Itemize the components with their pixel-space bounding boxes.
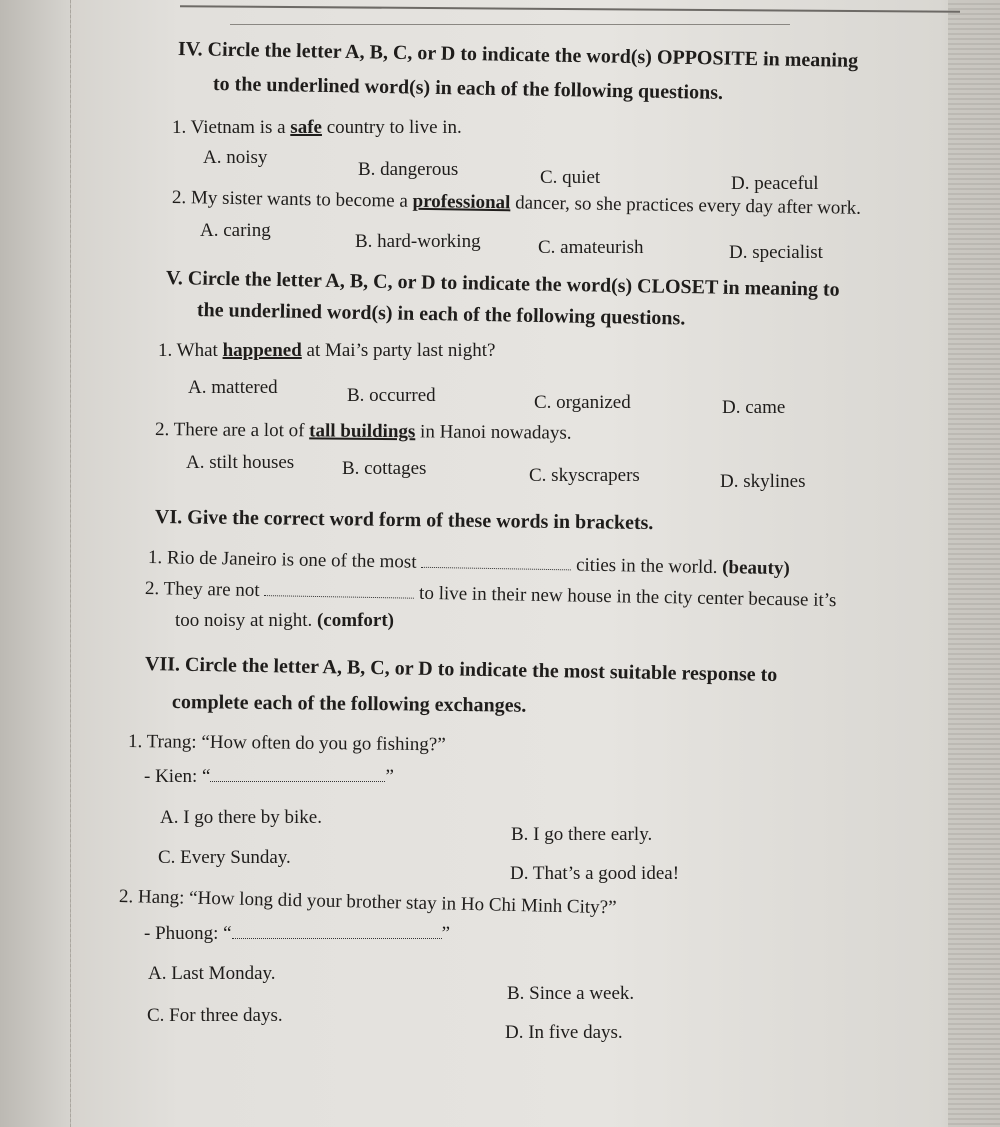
v-q1-option-b[interactable]: B. occurred <box>347 385 436 406</box>
v-question-1: 1. What happened at Mai’s party last night? <box>158 340 496 361</box>
vii-q1-reply: - Kien: “ ” <box>144 766 394 787</box>
section-v-heading-cont: the underlined word(s) in each of the following questions. <box>196 299 686 330</box>
underlined-word: happened <box>222 340 302 361</box>
vi-question-1: 1. Rio de Janeiro is one of the most cities in the world. (beauty) <box>147 547 790 580</box>
iv-q1-option-a[interactable]: A. noisy <box>203 147 268 168</box>
page-left-edge <box>0 0 71 1127</box>
underlined-word: professional <box>412 190 511 214</box>
vii-q2-option-a[interactable]: A. Last Monday. <box>148 963 276 984</box>
top-rule <box>180 5 960 12</box>
iv-question-2: 2. My sister wants to become a professional dancer, so she practices every day after work. <box>171 187 862 219</box>
v-q1-option-c[interactable]: C. organized <box>534 392 631 413</box>
v-question-2: 2. There are a lot of tall buildings in Hanoi nowadays. <box>154 419 572 444</box>
iv-question-1: 1. Vietnam is a safe country to live in. <box>172 117 462 138</box>
iv-q1-option-b[interactable]: B. dangerous <box>358 159 459 180</box>
iv-q2-option-d[interactable]: D. specialist <box>729 242 823 263</box>
answer-blank[interactable] <box>210 767 385 782</box>
page-right-edge <box>948 0 1000 1127</box>
vii-q1-option-b[interactable]: B. I go there early. <box>511 824 653 845</box>
vii-q1-option-d[interactable]: D. That’s a good idea! <box>510 863 680 884</box>
iv-q1-option-c[interactable]: C. quiet <box>540 167 601 188</box>
section-v-heading: V. Circle the letter A, B, C, or D to indicate the word(s) CLOSET in meaning to <box>165 267 840 301</box>
v-q1-option-a[interactable]: A. mattered <box>188 377 278 398</box>
vii-question-1: 1. Trang: “How often do you go fishing?” <box>127 731 446 756</box>
answer-blank[interactable] <box>421 553 571 571</box>
answer-blank[interactable] <box>264 581 414 599</box>
v-q2-option-a[interactable]: A. stilt houses <box>186 452 295 473</box>
v-q2-option-b[interactable]: B. cottages <box>342 458 427 479</box>
answer-blank[interactable] <box>232 924 442 939</box>
vii-question-2: 2. Hang: “How long did your brother stay in Ho Chi Minh City?” <box>118 886 617 919</box>
iv-q2-option-c[interactable]: C. amateurish <box>538 237 644 258</box>
vi-question-2: 2. They are not to live in their new house in the city center because it’s <box>144 578 837 612</box>
v-q2-option-c[interactable]: C. skyscrapers <box>529 465 640 486</box>
section-vi-heading: VI. Give the correct word form of these words in brackets. <box>154 506 654 535</box>
vii-q2-option-d[interactable]: D. In five days. <box>505 1022 623 1043</box>
section-iv-heading: IV. Circle the letter A, B, C, or D to indicate the word(s) OPPOSITE in meaning <box>177 38 859 72</box>
section-vii-heading-cont: complete each of the following exchanges. <box>171 691 527 717</box>
iv-q2-option-b[interactable]: B. hard-working <box>355 231 481 252</box>
vi-question-2-cont: too noisy at night. (comfort) <box>175 610 394 631</box>
section-iv-heading-cont: to the underlined word(s) in each of the following questions. <box>212 73 724 104</box>
vii-q1-option-c[interactable]: C. Every Sunday. <box>158 847 291 868</box>
underlined-word: safe <box>290 117 322 138</box>
section-vii-heading: VII. Circle the letter A, B, C, or D to indicate the most suitable response to <box>144 653 778 687</box>
iv-q1-option-d[interactable]: D. peaceful <box>731 173 819 194</box>
vii-q2-reply: - Phuong: “ ” <box>144 923 451 944</box>
iv-q2-option-a[interactable]: A. caring <box>200 220 271 241</box>
vii-q2-option-b[interactable]: B. Since a week. <box>507 983 635 1004</box>
vii-q1-option-a[interactable]: A. I go there by bike. <box>160 807 322 828</box>
underlined-word: tall buildings <box>309 420 416 443</box>
v-q1-option-d[interactable]: D. came <box>722 397 786 418</box>
top-rule-secondary <box>230 24 790 25</box>
vii-q2-option-c[interactable]: C. For three days. <box>147 1005 283 1026</box>
v-q2-option-d[interactable]: D. skylines <box>720 471 806 492</box>
